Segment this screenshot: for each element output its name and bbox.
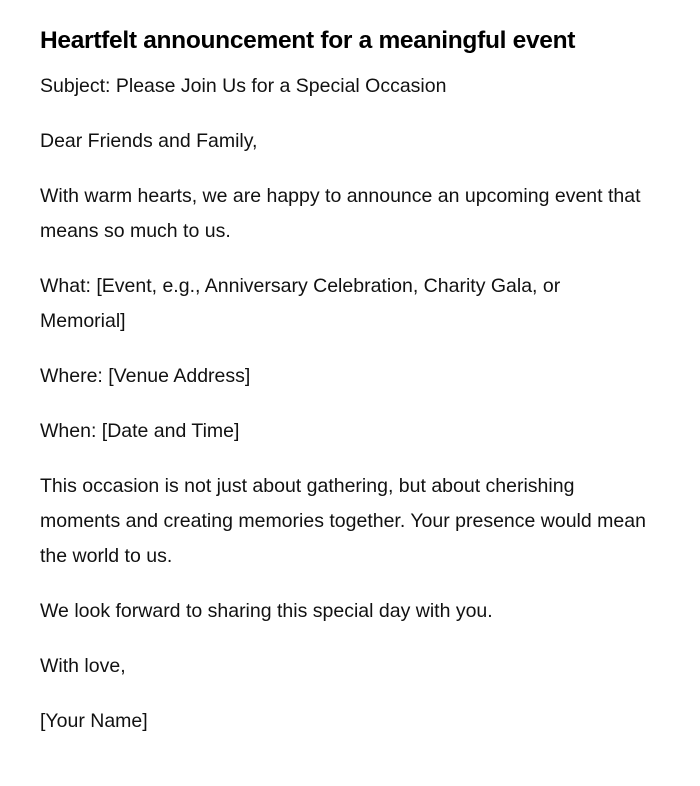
sign-off: With love, — [40, 655, 126, 677]
event-where: Where: [Venue Address] — [40, 365, 251, 387]
document — [40, 24, 650, 759]
event-when: When: [Date and Time] — [40, 420, 240, 442]
subject-line: Subject: Please Join Us for a Special Occasion — [40, 75, 447, 97]
intro-paragraph: With warm hearts, we are happy to announce an upcoming event that means so much to us. — [40, 185, 641, 242]
signature: [Your Name] — [40, 710, 148, 732]
greeting: Dear Friends and Family, — [40, 130, 258, 152]
event-what: What: [Event, e.g., Anniversary Celebration, Charity Gala, or Memorial] — [40, 275, 561, 332]
body-paragraph: This occasion is not just about gathering, but about cherishing moments and creating memories together. Your presence would mean the world to us. — [40, 475, 646, 567]
document-title: Heartfelt announcement for a meaningful event — [40, 27, 576, 54]
closing-line: We look forward to sharing this special day with you. — [40, 600, 493, 622]
